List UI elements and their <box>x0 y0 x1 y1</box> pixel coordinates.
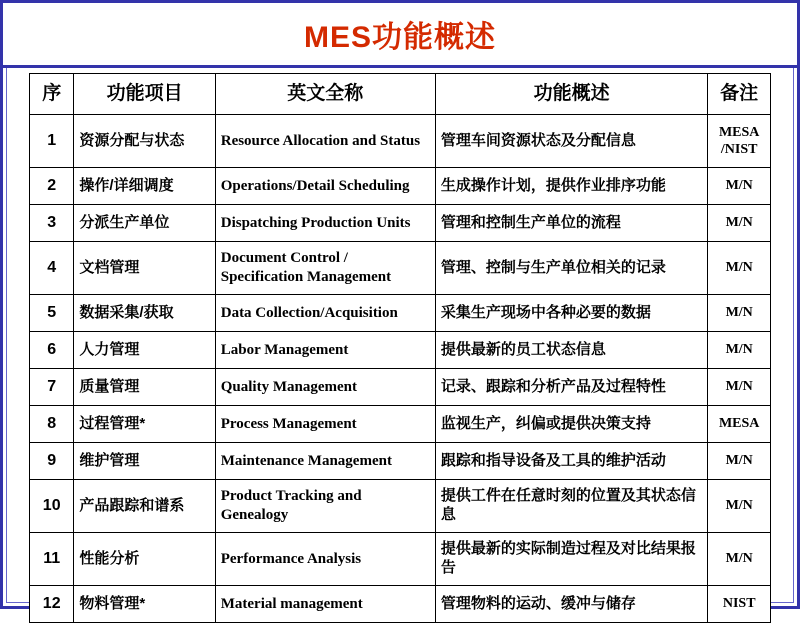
cell-seq: 8 <box>30 406 74 443</box>
table-row <box>30 115 771 168</box>
cell-item: 数据采集/获取 <box>74 295 215 332</box>
cell-desc: 提供工件在任意时刻的位置及其状态信息 <box>435 480 708 533</box>
table-row <box>30 586 771 623</box>
table-row <box>30 295 771 332</box>
column-header-item: 功能项目 <box>74 74 215 115</box>
title-bar <box>3 3 797 68</box>
cell-note: M/N <box>708 295 771 332</box>
cell-english: Maintenance Management <box>215 443 435 480</box>
table-header-row <box>30 74 771 115</box>
cell-desc: 管理和控制生产单位的流程 <box>435 205 708 242</box>
cell-note: M/N <box>708 480 771 533</box>
table-row <box>30 242 771 295</box>
table-head <box>30 74 771 115</box>
cell-note: MESA <box>708 406 771 443</box>
column-header-english: 英文全称 <box>215 74 435 115</box>
cell-english: Dispatching Production Units <box>215 205 435 242</box>
cell-note: NIST <box>708 586 771 623</box>
cell-desc: 提供最新的实际制造过程及对比结果报告 <box>435 533 708 586</box>
table-row <box>30 443 771 480</box>
table-row <box>30 406 771 443</box>
table-row <box>30 480 771 533</box>
cell-seq: 1 <box>30 115 74 168</box>
page-title: MES功能概述 <box>303 21 496 54</box>
cell-seq: 4 <box>30 242 74 295</box>
cell-desc: 管理、控制与生产单位相关的记录 <box>435 242 708 295</box>
cell-english: Resource Allocation and Status <box>215 115 435 168</box>
table-wrap <box>29 73 771 612</box>
cell-item: 产品跟踪和谱系 <box>74 480 215 533</box>
cell-desc: 监视生产，纠偏或提供决策支持 <box>435 406 708 443</box>
cell-desc: 管理车间资源状态及分配信息 <box>435 115 708 168</box>
cell-note: M/N <box>708 242 771 295</box>
cell-english: Product Tracking and Genealogy <box>215 480 435 533</box>
cell-seq: 12 <box>30 586 74 623</box>
mes-function-table <box>29 73 771 623</box>
column-header-seq: 序 <box>30 74 74 115</box>
column-header-desc: 功能概述 <box>435 74 708 115</box>
cell-desc: 采集生产现场中各种必要的数据 <box>435 295 708 332</box>
cell-seq: 9 <box>30 443 74 480</box>
cell-desc: 管理物料的运动、缓冲与储存 <box>435 586 708 623</box>
cell-english: Material management <box>215 586 435 623</box>
cell-seq: 2 <box>30 168 74 205</box>
cell-item: 文档管理 <box>74 242 215 295</box>
cell-seq: 3 <box>30 205 74 242</box>
cell-note: M/N <box>708 443 771 480</box>
cell-seq: 11 <box>30 533 74 586</box>
column-header-note: 备注 <box>708 74 771 115</box>
cell-note: M/N <box>708 369 771 406</box>
table-body <box>30 115 771 623</box>
cell-seq: 5 <box>30 295 74 332</box>
cell-item: 质量管理 <box>74 369 215 406</box>
cell-item: 人力管理 <box>74 332 215 369</box>
cell-note: MESA /NIST <box>708 115 771 168</box>
cell-english: Operations/Detail Scheduling <box>215 168 435 205</box>
cell-desc: 记录、跟踪和分析产品及过程特性 <box>435 369 708 406</box>
cell-seq: 10 <box>30 480 74 533</box>
cell-item: 操作/详细调度 <box>74 168 215 205</box>
table-row <box>30 533 771 586</box>
cell-note: M/N <box>708 168 771 205</box>
cell-item: 资源分配与状态 <box>74 115 215 168</box>
cell-note: M/N <box>708 533 771 586</box>
cell-item: 性能分析 <box>74 533 215 586</box>
cell-seq: 6 <box>30 332 74 369</box>
table-row <box>30 332 771 369</box>
cell-english: Document Control / Specification Management <box>215 242 435 295</box>
table-row <box>30 205 771 242</box>
cell-seq: 7 <box>30 369 74 406</box>
cell-desc: 生成操作计划，提供作业排序功能 <box>435 168 708 205</box>
cell-english: Process Management <box>215 406 435 443</box>
cell-desc: 跟踪和指导设备及工具的维护活动 <box>435 443 708 480</box>
cell-note: M/N <box>708 332 771 369</box>
cell-item: 物料管理* <box>74 586 215 623</box>
cell-item: 分派生产单位 <box>74 205 215 242</box>
cell-english: Performance Analysis <box>215 533 435 586</box>
cell-desc: 提供最新的员工状态信息 <box>435 332 708 369</box>
cell-english: Quality Management <box>215 369 435 406</box>
cell-note: M/N <box>708 205 771 242</box>
cell-english: Data Collection/Acquisition <box>215 295 435 332</box>
cell-english: Labor Management <box>215 332 435 369</box>
table-row <box>30 168 771 205</box>
cell-item: 维护管理 <box>74 443 215 480</box>
table-row <box>30 369 771 406</box>
cell-item: 过程管理* <box>74 406 215 443</box>
